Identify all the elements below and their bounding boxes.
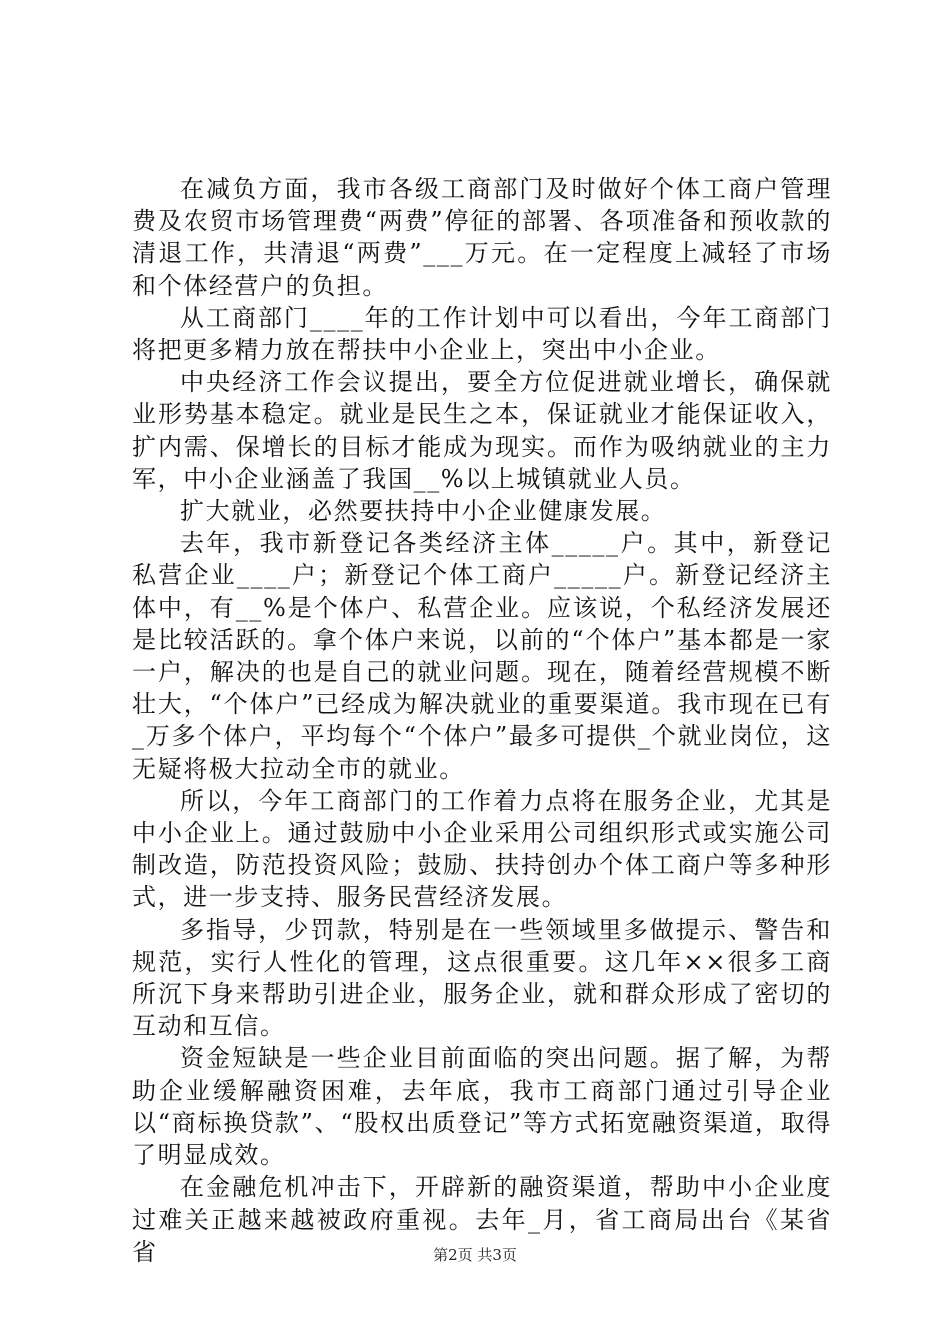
paragraph-expand-employment: 扩大就业，必然要扶持中小企业健康发展。 [180,497,667,526]
paragraph-service-focus: 所以，今年工商部门的工作着力点将在服务企业，尤其是中小企业上。通过鼓励中小企业采用公司组织形式或实施公司制改造，防范投资风险；鼓励、扶持创办个体工商户等多种形式，进一步支持、服务民营经济发展。 [132,786,832,912]
page-footer: 第2页 共3页 [433,1246,517,1264]
paragraph-fee-reduction: 在减负方面，我市各级工商部门及时做好个体工商户管理费及农贸市场管理费“两费”停征的部署、各项准备和预收款的清退工作，共清退“两费”___万元。在一定程度上减轻了市场和个体经营户的负担。 [132,175,832,300]
paragraph-work-plan: 从工商部门____年的工作计划中可以看出，今年工商部门将把更多精力放在帮扶中小企业上，突出中小企业。 [132,303,832,365]
paragraph-financial-crisis: 在金融危机冲击下，开辟新的融资渠道，帮助中小企业度过难关正越来越被政府重视。去年_月，省工商局出台《某省省 [132,1173,832,1266]
paragraph-employment-policy: 中央经济工作会议提出，要全方位促进就业增长，确保就业形势基本稳定。就业是民生之本，保证就业才能保证收入，扩内需、保增长的目标才能成为现实。而作为吸纳就业的主力军，中小企业涵盖了我国__%以上城镇就业人员。 [132,368,832,493]
paragraph-funding: 资金短缺是一些企业目前面临的突出问题。据了解，为帮助企业缓解融资困难，去年底，我市工商部门通过引导企业以“商标换贷款”、“股权出质登记”等方式拓宽融资渠道，取得了明显成效。 [132,1044,832,1170]
document-body [132,173,832,1268]
paragraph-registration-stats: 去年，我市新登记各类经济主体_____户。其中，新登记私营企业____户；新登记个体工商户_____户。新登记经济主体中，有__%是个体户、私营企业。应该说，个私经济发展还是比较活跃的。拿个体户来说，以前的“个体户”基本都是一家一户，解决的也是自己的就业问题。现在，随着经营规模不断壮大，“个体户”已经成为解决就业的重要渠道。我市现在已有_万多个体户，平均每个“个体户”最多可提供_个就业岗位，这无疑将极大拉动全市的就业。 [132,529,832,783]
paragraph-guidance: 多指导，少罚款，特别是在一些领域里多做提示、警告和规范，实行人性化的管理，这点很重要。这几年××很多工商所沉下身来帮助引进企业，服务企业，就和群众形成了密切的互动和互信。 [132,915,832,1041]
